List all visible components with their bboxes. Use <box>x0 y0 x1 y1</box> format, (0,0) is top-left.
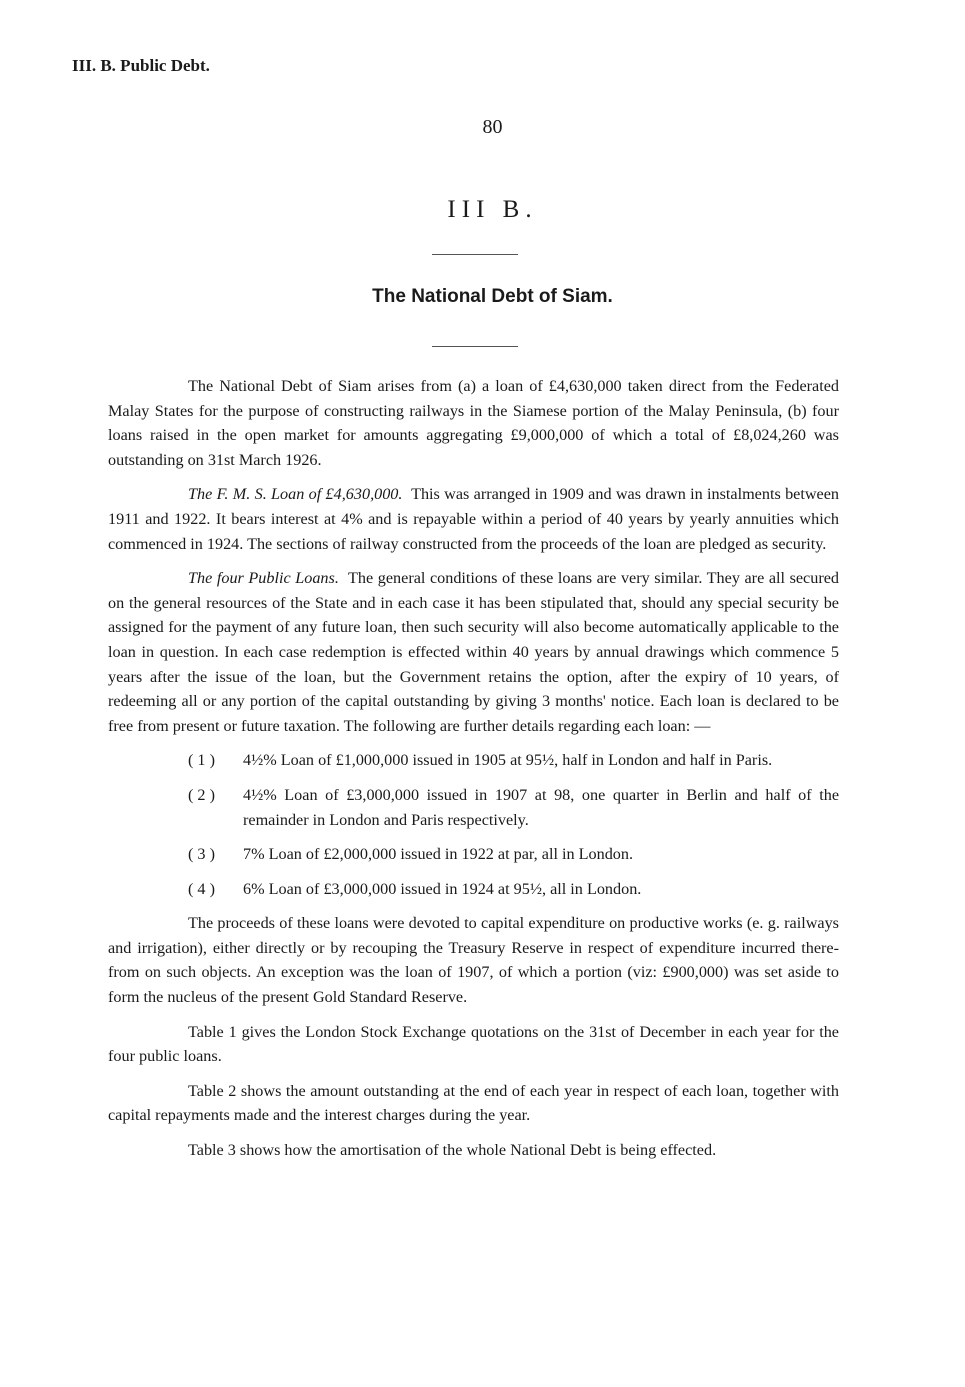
four-loans-paragraph <box>108 566 839 738</box>
intro-paragraph: The National Debt of Siam arises from (a) a loan of £4,630,000 taken direct from the Federated Malay States for the purpose of constructing railways in the Siamese portion of the Malay Peninsula, (b) four loans raised in the open market for amounts aggregating £9,000,000 of which a total of £8,024,260 was outstanding on 31st March 1926. <box>108 377 839 469</box>
loan-item-4 <box>108 877 839 902</box>
running-header: III. B. Public Debt. <box>72 56 210 75</box>
loan-text: 6% Loan of £3,000,000 issued in 1924 at 95½, all in London. <box>243 879 642 898</box>
divider-bottom <box>432 346 518 347</box>
fms-loan-paragraph <box>108 482 839 556</box>
divider-top <box>432 254 518 255</box>
loan-number: ( 3 ) <box>188 845 215 864</box>
loan-number: ( 2 ) <box>188 785 215 804</box>
table2-paragraph: Table 2 shows the amount outstanding at the end of each year in respect of each loan, together with capital repayments made and the interest charges during the year. <box>108 1081 839 1125</box>
four-loans-text: The general conditions of these loans are very similar. They are all secured on the general resources of the State and in each case it has been stipulated that, should any special security be assigned for the payment of any future loan, then such security will also become automatically applicable to the loan in question. In each case redemption is effected within 40 years by annual drawings which commence 5 years after the issue of the loan, but the Government retains the option, after the expiry of 10 years, of redeeming all or any portion of the capital outstanding by giving 3 months' notice. Each loan is declared to be free from present or future taxation. The following are further details regarding each loan: — <box>108 569 840 735</box>
table3-paragraph: Table 3 shows how the amortisation of the whole National Debt is being effected. <box>188 1141 717 1160</box>
fms-loan-heading: The F. M. S. Loan of £4,630,000. <box>188 485 403 504</box>
loan-item-1 <box>108 748 839 773</box>
loan-number: ( 4 ) <box>188 879 215 898</box>
four-loans-heading: The four Public Loans. <box>188 569 339 588</box>
page-number: 80 <box>482 116 503 138</box>
loan-text: 4½% Loan of £1,000,000 issued in 1905 at 95½, half in London and half in Paris. <box>243 751 773 770</box>
loan-text: 7% Loan of £2,000,000 issued in 1922 at par, all in London. <box>243 845 634 864</box>
loan-number: ( 1 ) <box>188 751 215 770</box>
loan-text: 4½% Loan of £3,000,000 issued in 1907 at 98, one quarter in Berlin and half of the remainder in London and Paris respectively. <box>243 785 839 829</box>
section-title: III B. <box>447 196 538 223</box>
body-text <box>108 374 839 1173</box>
proceeds-paragraph: The proceeds of these loans were devoted to capital expenditure on productive works (e. g. railways and irrigation), either directly or by recouping the Treasury Reserve in respect of expenditure incurred there-from on such objects. An exception was the loan of 1907, of which a portion (viz: £900,000) was set aside to form the nucleus of the present Gold Standard Reserve. <box>108 914 839 1007</box>
document-title: The National Debt of Siam. <box>372 286 613 307</box>
table1-paragraph: Table 1 gives the London Stock Exchange quotations on the 31st of December in each year for the four public loans. <box>108 1022 839 1066</box>
fms-loan-text: This was arranged in 1909 and was drawn in instalments between 1911 and 1922. It bears interest at 4% and is repayable within a period of 40 years by yearly annuities which commenced in 1924. The sections of railway constructed from the proceeds of the loan are pledged as security. <box>108 485 839 553</box>
loan-item-2 <box>108 783 839 832</box>
loan-item-3 <box>108 842 839 867</box>
